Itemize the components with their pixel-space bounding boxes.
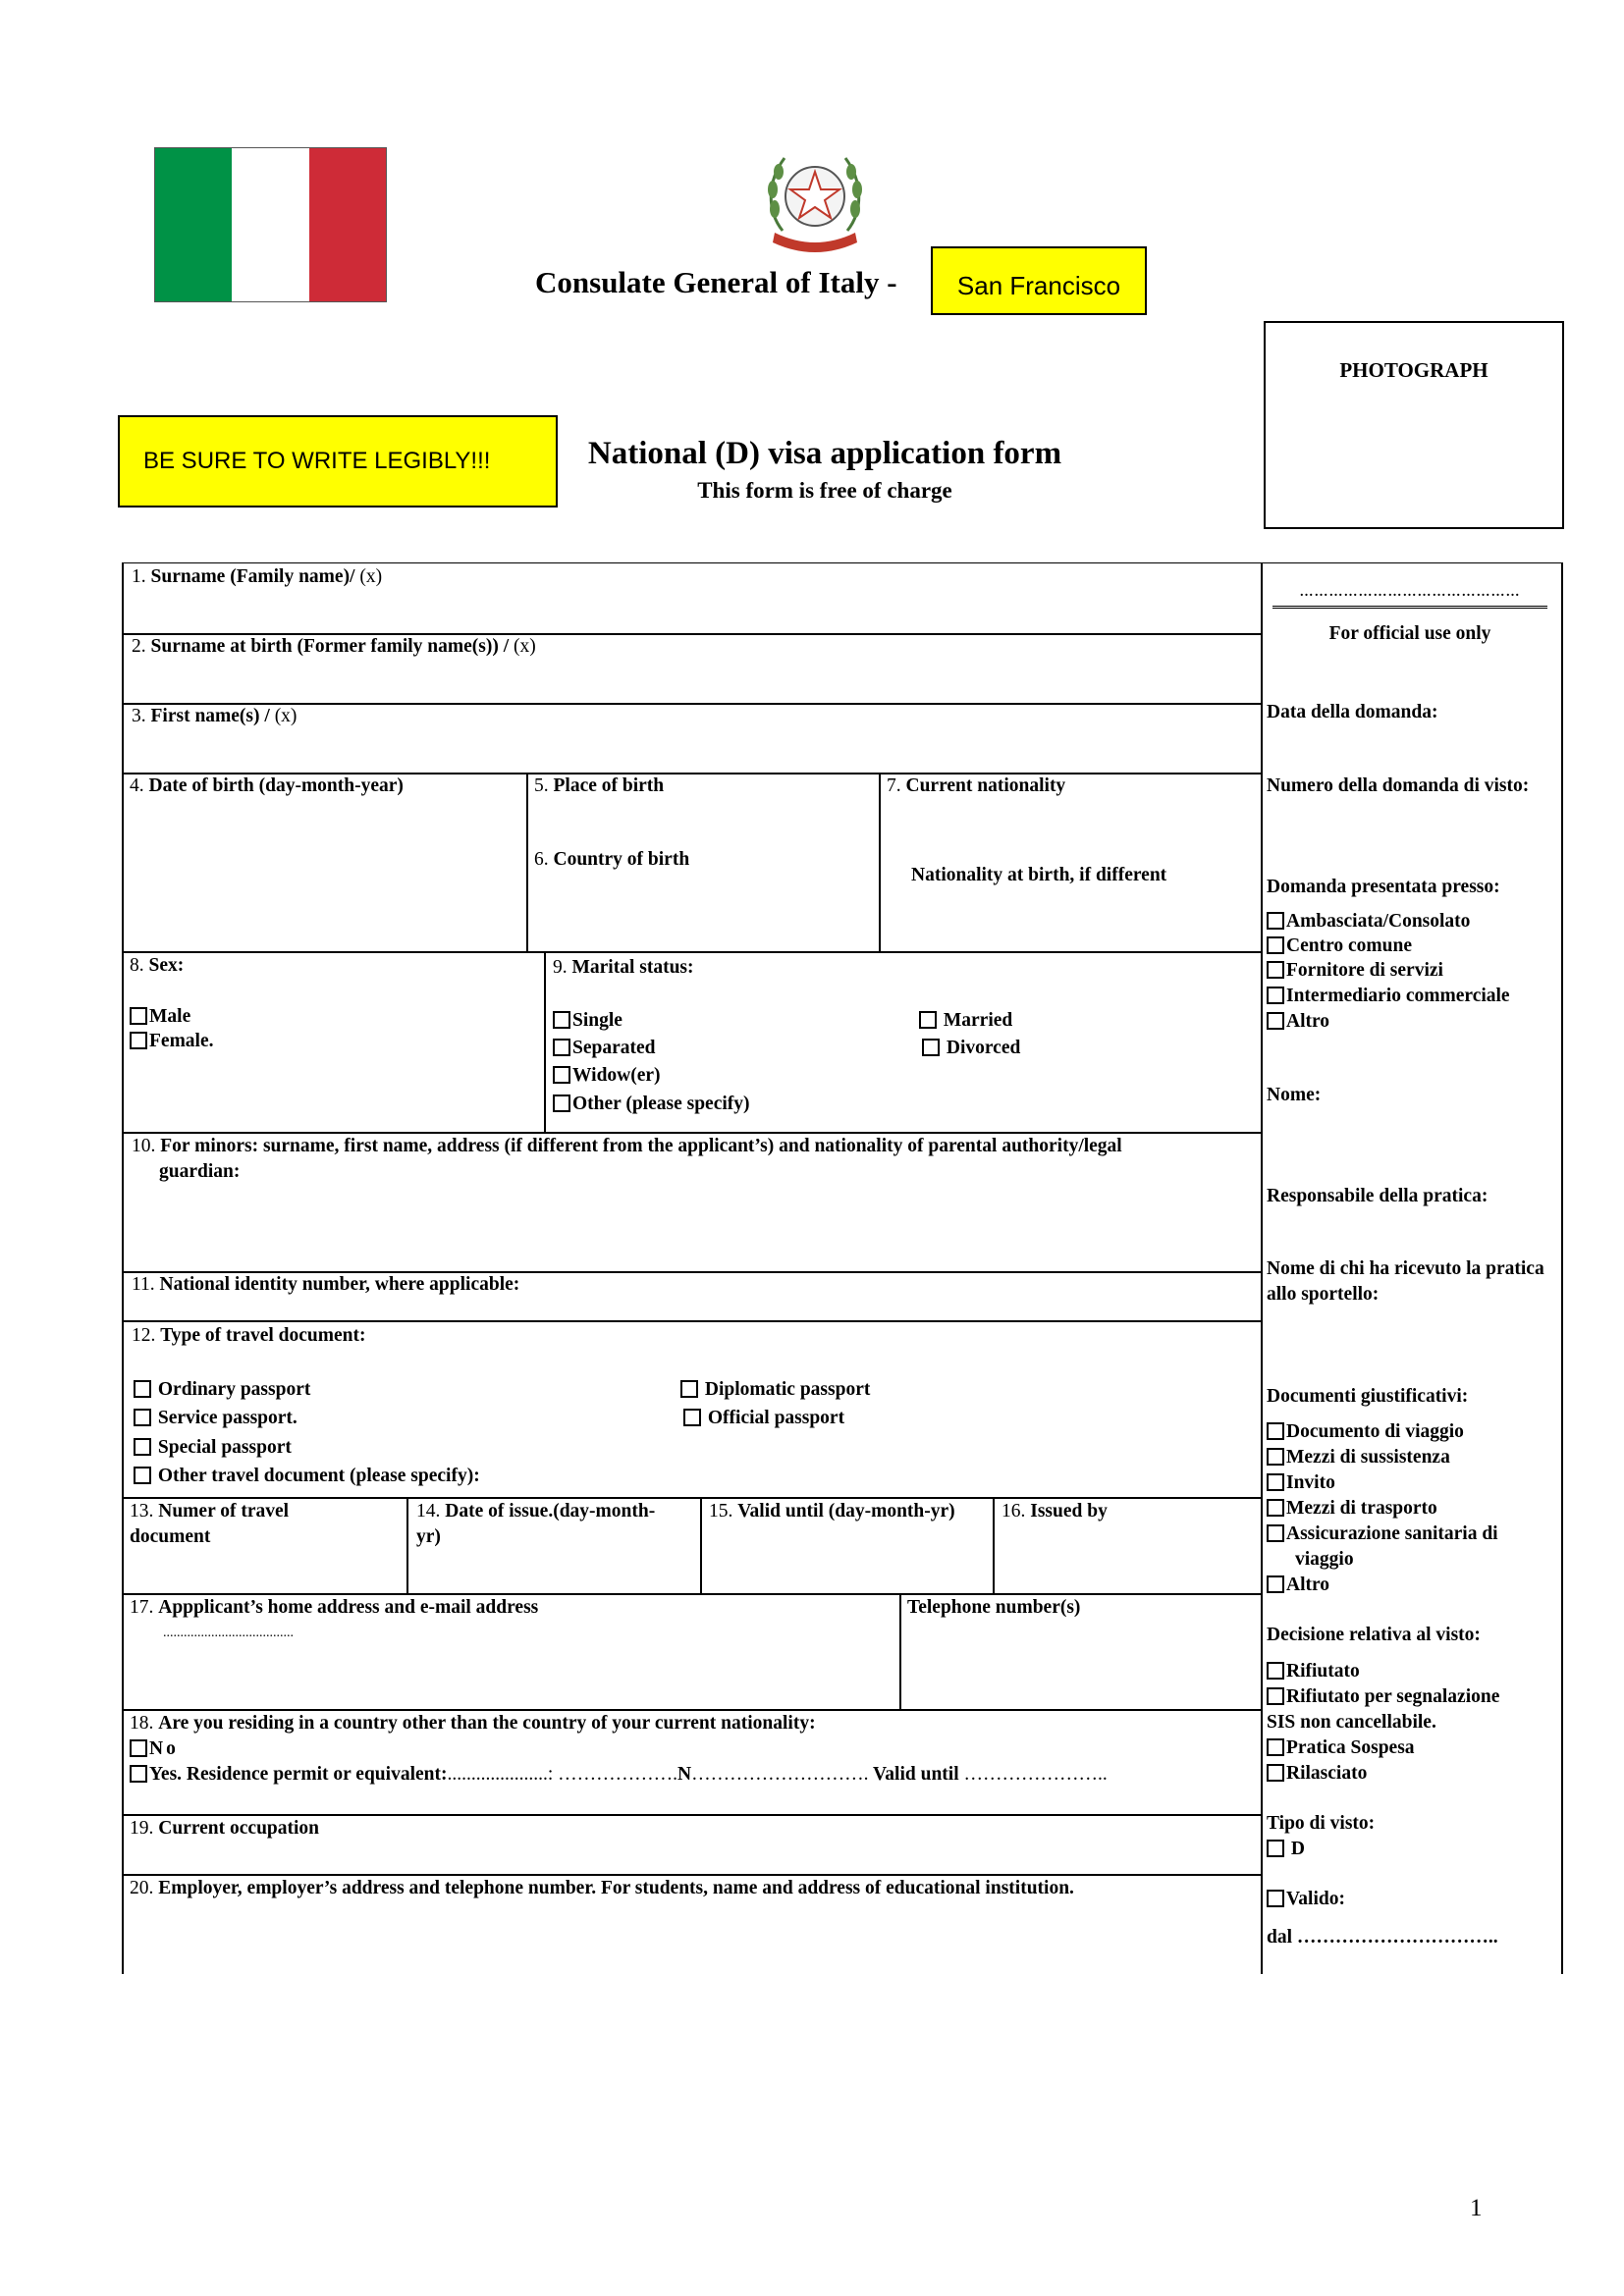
field-14-line2: yr) xyxy=(416,1526,441,1547)
field-3-first-names[interactable]: 3. First name(s) / (x) xyxy=(132,706,298,726)
nome: Nome: xyxy=(1267,1085,1322,1105)
checkbox[interactable] xyxy=(553,1039,570,1056)
marital-option-divorced[interactable]: Divorced xyxy=(922,1036,1020,1061)
decisione-rifiutato-sis[interactable]: Rifiutato per segnalazione xyxy=(1267,1684,1499,1710)
field-7-current-nationality[interactable]: 7. Current nationality xyxy=(887,775,1066,796)
decisione-sis-line2: SIS non cancellabile. xyxy=(1267,1712,1436,1733)
doc-option-service[interactable]: Service passport. xyxy=(134,1406,298,1431)
doc-altro[interactable]: Altro xyxy=(1267,1573,1329,1598)
checkbox[interactable] xyxy=(134,1467,151,1484)
field-9-marital-status: 9. Marital status: xyxy=(553,957,694,978)
doc-mezzi-sussistenza[interactable]: Mezzi di sussistenza xyxy=(1267,1445,1450,1470)
emblem-icon xyxy=(761,142,869,258)
checkbox[interactable] xyxy=(130,1032,147,1049)
doc-option-ordinary[interactable]: Ordinary passport xyxy=(134,1377,310,1403)
ricevuto-sportello: Nome di chi ha ricevuto la pratica allo sportello: xyxy=(1267,1258,1544,1305)
residing-option-yes[interactable]: Yes. Residence permit or equivalent:.....................: ……………….N………………………. Valid until ………………….. xyxy=(130,1762,1108,1788)
domanda-presentata: Domanda presentata presso: xyxy=(1267,877,1500,897)
presentata-centro[interactable]: Centro comune xyxy=(1267,934,1412,959)
tipo-visto-d[interactable]: D xyxy=(1267,1837,1305,1862)
official-dots: ……………………………………… xyxy=(1272,580,1547,609)
checkbox[interactable] xyxy=(1267,1422,1284,1440)
field-13-line2: document xyxy=(130,1526,211,1547)
field-12-travel-document-type: 12. Type of travel document: xyxy=(132,1325,366,1346)
sex-option-male[interactable]: Male xyxy=(130,1004,190,1030)
photograph-label: PHOTOGRAPH xyxy=(1339,358,1489,382)
checkbox[interactable] xyxy=(922,1039,940,1056)
checkbox[interactable] xyxy=(553,1066,570,1084)
field-1-surname[interactable]: 1. Surname (Family name)/ (x) xyxy=(132,566,383,587)
checkbox[interactable] xyxy=(130,1765,147,1783)
decisione-rifiutato[interactable]: Rifiutato xyxy=(1267,1659,1360,1684)
field-4-date-of-birth[interactable]: 4. Date of birth (day-month-year) xyxy=(130,775,404,796)
field-20-employer[interactable]: 20. Employer, employer’s address and telephone number. For students, name and address of educational institution. xyxy=(130,1878,1074,1898)
responsabile-pratica: Responsabile della pratica: xyxy=(1267,1186,1489,1206)
marital-option-married[interactable]: Married xyxy=(919,1008,1012,1034)
valido[interactable]: Valido: xyxy=(1267,1887,1345,1912)
documenti-giustificativi: Documenti giustificativi: xyxy=(1267,1386,1469,1407)
doc-option-other[interactable]: Other travel document (please specify): xyxy=(134,1464,480,1489)
checkbox[interactable] xyxy=(134,1409,151,1426)
field-19-occupation[interactable]: 19. Current occupation xyxy=(130,1818,320,1839)
checkbox[interactable] xyxy=(1267,912,1284,930)
tipo-visto: Tipo di visto: xyxy=(1267,1813,1376,1834)
form-title: National (D) visa application form xyxy=(587,436,1062,471)
marital-option-other[interactable]: Other (please specify) xyxy=(553,1092,750,1117)
checkbox[interactable] xyxy=(1267,1499,1284,1517)
checkbox[interactable] xyxy=(1267,1448,1284,1466)
checkbox[interactable] xyxy=(1267,1890,1284,1907)
checkbox[interactable] xyxy=(1267,1524,1284,1542)
decisione-rilasciato[interactable]: Rilasciato xyxy=(1267,1761,1367,1787)
checkbox[interactable] xyxy=(1267,961,1284,979)
checkbox[interactable] xyxy=(134,1380,151,1398)
field-17-dots: ...................................... xyxy=(163,1626,294,1640)
presentata-fornitore[interactable]: Fornitore di servizi xyxy=(1267,958,1443,984)
field-18-residing: 18. Are you residing in a country other than the country of your current nationality: xyxy=(130,1713,816,1734)
photograph-box[interactable] xyxy=(1264,321,1564,529)
city-highlight: San Francisco xyxy=(931,246,1147,315)
numero-domanda: Numero della domanda di visto: xyxy=(1267,775,1530,796)
field-10-guardian: guardian: xyxy=(159,1161,241,1182)
checkbox[interactable] xyxy=(1267,1473,1284,1491)
checkbox[interactable] xyxy=(1267,1687,1284,1705)
doc-option-official[interactable]: Official passport xyxy=(683,1406,844,1431)
decisione-visto: Decisione relativa al visto: xyxy=(1267,1625,1481,1645)
legibility-notice: BE SURE TO WRITE LEGIBLY!!! xyxy=(118,415,558,507)
checkbox[interactable] xyxy=(1267,1764,1284,1782)
checkbox[interactable] xyxy=(1267,1012,1284,1030)
doc-option-special[interactable]: Special passport xyxy=(134,1435,292,1461)
doc-option-diplomatic[interactable]: Diplomatic passport xyxy=(680,1377,870,1403)
consulate-heading: Consulate General of Italy - xyxy=(535,265,897,299)
checkbox[interactable] xyxy=(1267,1575,1284,1593)
checkbox[interactable] xyxy=(1267,1738,1284,1756)
checkbox[interactable] xyxy=(1267,1662,1284,1680)
field-8-sex: 8. Sex: xyxy=(130,955,185,976)
checkbox[interactable] xyxy=(919,1011,937,1029)
doc-invito[interactable]: Invito xyxy=(1267,1470,1335,1496)
field-16-issued-by[interactable]: 16. Issued by xyxy=(1001,1501,1108,1522)
checkbox[interactable] xyxy=(1267,1840,1284,1857)
doc-mezzi-trasporto[interactable]: Mezzi di trasporto xyxy=(1267,1496,1437,1522)
doc-assicurazione-line2: viaggio xyxy=(1295,1549,1354,1570)
checkbox[interactable] xyxy=(1267,987,1284,1004)
marital-option-widow[interactable]: Widow(er) xyxy=(553,1063,661,1089)
field-7-nationality-at-birth[interactable]: Nationality at birth, if different xyxy=(911,865,1167,885)
checkbox[interactable] xyxy=(130,1739,147,1757)
checkbox[interactable] xyxy=(553,1011,570,1029)
field-13-travel-doc-number[interactable]: 13. Numer of travel xyxy=(130,1501,290,1522)
italian-flag xyxy=(154,147,387,302)
application-form xyxy=(122,562,1563,1974)
data-domanda: Data della domanda: xyxy=(1267,702,1438,722)
marital-option-separated[interactable]: Separated xyxy=(553,1036,656,1061)
residing-option-no[interactable]: No xyxy=(130,1736,179,1762)
marital-option-single[interactable]: Single xyxy=(553,1008,623,1034)
page-number: 1 xyxy=(1470,2195,1483,2221)
field-5-place-of-birth[interactable]: 5. Place of birth xyxy=(534,775,665,796)
checkbox[interactable] xyxy=(553,1095,570,1112)
doc-assicurazione[interactable]: Assicurazione sanitaria di xyxy=(1267,1522,1498,1547)
field-17-home-address[interactable]: 17. Appplicant’s home address and e-mail address xyxy=(130,1597,539,1618)
checkbox[interactable] xyxy=(130,1007,147,1025)
presentata-ambasciata[interactable]: Ambasciata/Consolato xyxy=(1267,909,1470,934)
field-11-national-id[interactable]: 11. National identity number, where applicable: xyxy=(132,1274,520,1295)
official-use-title: For official use only xyxy=(1328,623,1491,644)
decisione-sospesa[interactable]: Pratica Sospesa xyxy=(1267,1735,1415,1761)
presentata-intermediario[interactable]: Intermediario commerciale xyxy=(1267,984,1510,1009)
checkbox[interactable] xyxy=(1267,936,1284,954)
sex-option-female[interactable]: Female. xyxy=(130,1029,214,1054)
presentata-altro[interactable]: Altro xyxy=(1267,1009,1329,1035)
checkbox[interactable] xyxy=(683,1409,701,1426)
field-14-date-of-issue[interactable]: 14. Date of issue.(day-month- xyxy=(416,1501,656,1522)
field-17-telephone[interactable]: Telephone number(s) xyxy=(907,1597,1081,1618)
field-2-surname-at-birth[interactable]: 2. Surname at birth (Former family name(s)) / (x) xyxy=(132,636,536,657)
form-subtitle: This form is free of charge xyxy=(697,478,952,503)
checkbox[interactable] xyxy=(680,1380,698,1398)
field-10-minors[interactable]: 10. For minors: surname, first name, address (if different from the applicant’s) and nationality of parental authority/legal xyxy=(132,1136,1122,1156)
checkbox[interactable] xyxy=(134,1438,151,1456)
doc-documento[interactable]: Documento di viaggio xyxy=(1267,1419,1464,1445)
field-6-country-of-birth[interactable]: 6. Country of birth xyxy=(534,849,690,870)
field-15-valid-until[interactable]: 15. Valid until (day-month-yr) xyxy=(709,1501,955,1522)
valido-dal: dal ………………………….. xyxy=(1267,1927,1498,1948)
